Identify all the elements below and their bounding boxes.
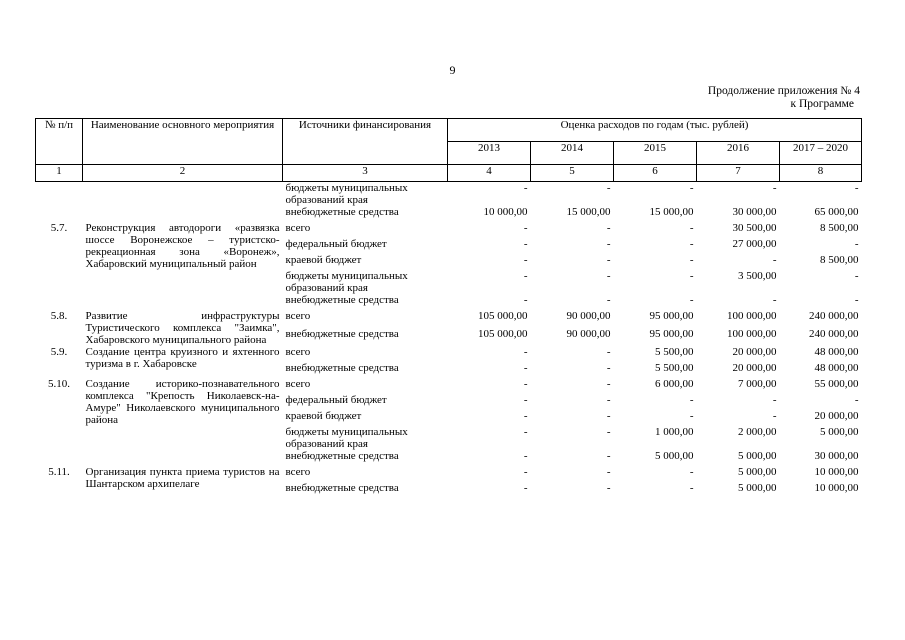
table-row: [36, 182, 862, 207]
expense-value: -: [606, 222, 611, 234]
expense-value: -: [772, 182, 777, 194]
expense-value: 20 000,00: [814, 410, 859, 422]
funding-source: федеральный бюджет: [285, 238, 387, 250]
expense-value: 240 000,00: [809, 310, 859, 322]
continuation-note: [708, 85, 860, 111]
expense-value: 30 000,00: [732, 206, 777, 218]
expense-value: 5 500,00: [655, 346, 694, 358]
funding-source: внебюджетные средства: [285, 206, 399, 218]
expense-value: -: [523, 482, 528, 494]
activity-name: Реконструкция автодороги «развязка шоссе Воронежское – туристско-рекреационная зона «Воронеж», Хабаровский муниципальный район: [85, 222, 280, 270]
header-estimate: Оценка расходов по годам (тыс. рублей): [448, 119, 862, 142]
activity-number: 5.11.: [48, 466, 70, 478]
table-body: [36, 182, 862, 499]
header-index: 1: [36, 165, 83, 182]
header-name: Наименование основного мероприятия: [83, 119, 283, 165]
expense-value: 3 500,00: [738, 270, 777, 282]
activity-name: [83, 182, 283, 223]
expense-value: 1 000,00: [655, 426, 694, 438]
expense-value: -: [689, 238, 694, 250]
expense-value: -: [854, 238, 859, 250]
page-number: 9: [449, 63, 456, 77]
expense-value: -: [523, 294, 528, 306]
expense-value: 5 000,00: [655, 450, 694, 462]
activity-number: 5.7.: [50, 222, 68, 234]
expense-value: 10 000,00: [483, 206, 528, 218]
expense-value: -: [606, 182, 611, 194]
expense-value: 240 000,00: [809, 328, 859, 340]
table-row: [36, 466, 862, 482]
expense-value: -: [523, 222, 528, 234]
expense-value: 48 000,00: [814, 362, 859, 374]
expense-value: -: [689, 466, 694, 478]
expense-value: -: [689, 410, 694, 422]
expense-value: -: [606, 270, 611, 282]
activity-number: 5.9.: [50, 346, 68, 358]
expense-value: 15 000,00: [649, 206, 694, 218]
expense-value: 8 500,00: [820, 222, 859, 234]
expense-value: 6 000,00: [655, 378, 694, 390]
header-year: 2017 – 2020: [780, 142, 862, 165]
expense-value: 2 000,00: [738, 426, 777, 438]
expense-value: -: [606, 466, 611, 478]
activity-number: [36, 182, 83, 223]
funding-source: внебюджетные средства: [285, 482, 399, 494]
header-index: 5: [531, 165, 614, 182]
expense-value: -: [854, 394, 859, 406]
expense-value: 55 000,00: [814, 378, 859, 390]
expense-value: -: [523, 378, 528, 390]
expense-value: -: [523, 410, 528, 422]
expense-value: 95 000,00: [649, 310, 694, 322]
expense-value: -: [606, 394, 611, 406]
funding-source: федеральный бюджет: [285, 394, 387, 406]
expense-value: -: [523, 466, 528, 478]
activity-number: 5.8.: [50, 310, 68, 322]
expense-value: -: [772, 254, 777, 266]
expense-value: -: [854, 182, 859, 194]
activity-name: Развитие инфраструктуры Туристического комплекса "Заимка", Хабаровского муниципального района: [85, 310, 280, 346]
table-row: [36, 378, 862, 394]
expense-value: 5 500,00: [655, 362, 694, 374]
expense-value: -: [689, 182, 694, 194]
expense-value: 100 000,00: [727, 328, 777, 340]
expense-value: -: [606, 346, 611, 358]
funding-source: всего: [285, 346, 311, 358]
header-index: 7: [697, 165, 780, 182]
expense-value: -: [689, 394, 694, 406]
funding-source: всего: [285, 466, 311, 478]
funding-source: бюджеты муниципальных образований края: [285, 426, 408, 450]
expense-value: -: [854, 270, 859, 282]
expense-value: 15 000,00: [566, 206, 611, 218]
expense-value: -: [689, 482, 694, 494]
header-num: № п/п: [36, 119, 83, 165]
activity-number: 5.10.: [48, 378, 70, 390]
expense-value: -: [523, 346, 528, 358]
expense-value: 65 000,00: [814, 206, 859, 218]
funding-source: внебюджетные средства: [285, 294, 399, 306]
activity-name: Создание центра круизного и яхтенного туризма в г. Хабаровске: [85, 346, 280, 370]
expense-value: 20 000,00: [732, 362, 777, 374]
funding-source: всего: [285, 222, 311, 234]
header-index: 6: [614, 165, 697, 182]
table-row: [36, 222, 862, 238]
activity-name: Создание историко-познавательного комплекса "Крепость Николаевск-на-Амуре" Николаевского муниципального района: [85, 378, 280, 426]
expense-value: 5 000,00: [738, 450, 777, 462]
header-year: 2014: [531, 142, 614, 165]
funding-source: всего: [285, 378, 311, 390]
expense-value: -: [523, 238, 528, 250]
expense-value: 8 500,00: [820, 254, 859, 266]
funding-source: внебюджетные средства: [285, 450, 399, 462]
continuation-line-2: к Программе: [790, 98, 854, 110]
expense-value: -: [523, 450, 528, 462]
expense-value: 27 000,00: [732, 238, 777, 250]
expense-value: 95 000,00: [649, 328, 694, 340]
expense-value: 30 000,00: [814, 450, 859, 462]
header-year: 2013: [448, 142, 531, 165]
expense-value: -: [606, 294, 611, 306]
expense-value: -: [689, 294, 694, 306]
funding-source: всего: [285, 310, 311, 322]
header-index: 4: [448, 165, 531, 182]
header-source: Источники финансирования: [283, 119, 448, 165]
expense-value: -: [606, 426, 611, 438]
funding-source: внебюджетные средства: [285, 328, 399, 340]
expense-value: -: [523, 182, 528, 194]
expense-value: -: [606, 450, 611, 462]
funding-source: внебюджетные средства: [285, 362, 399, 374]
expense-value: -: [606, 362, 611, 374]
expense-value: -: [606, 254, 611, 266]
expense-value: 100 000,00: [727, 310, 777, 322]
table-row: [36, 346, 862, 362]
expense-value: 30 500,00: [732, 222, 777, 234]
funding-source: краевой бюджет: [285, 410, 362, 422]
expense-value: 105 000,00: [478, 310, 528, 322]
expense-value: 5 000,00: [738, 466, 777, 478]
table-row: [36, 310, 862, 328]
header-year: 2016: [697, 142, 780, 165]
expense-value: -: [606, 378, 611, 390]
expense-value: 90 000,00: [566, 328, 611, 340]
expense-value: -: [523, 362, 528, 374]
expense-value: 7 000,00: [738, 378, 777, 390]
expense-value: -: [689, 222, 694, 234]
expense-value: -: [606, 482, 611, 494]
funding-source: краевой бюджет: [285, 254, 362, 266]
expense-value: 90 000,00: [566, 310, 611, 322]
expense-value: 20 000,00: [732, 346, 777, 358]
funding-source: бюджеты муниципальных образований края: [285, 182, 408, 206]
expense-value: 105 000,00: [478, 328, 528, 340]
expense-value: -: [689, 270, 694, 282]
expense-value: 10 000,00: [814, 466, 859, 478]
expense-value: -: [772, 394, 777, 406]
expense-value: -: [772, 410, 777, 422]
expense-value: 10 000,00: [814, 482, 859, 494]
expense-value: -: [523, 426, 528, 438]
expense-value: -: [689, 254, 694, 266]
expense-value: -: [523, 254, 528, 266]
activity-name: Организация пункта приема туристов на Шантарском архипелаге: [85, 466, 280, 490]
expense-value: -: [772, 294, 777, 306]
expense-value: -: [606, 410, 611, 422]
expense-value: 48 000,00: [814, 346, 859, 358]
header-year: 2015: [614, 142, 697, 165]
expense-value: 5 000,00: [820, 426, 859, 438]
funding-source: бюджеты муниципальных образований края: [285, 270, 408, 294]
expenses-table: [35, 118, 862, 498]
expense-value: 5 000,00: [738, 482, 777, 494]
continuation-line-1: Продолжение приложения № 4: [707, 85, 860, 97]
expense-value: -: [523, 270, 528, 282]
expense-value: -: [606, 238, 611, 250]
header-index: 8: [780, 165, 862, 182]
header-index: 2: [83, 165, 283, 182]
header-index: 3: [283, 165, 448, 182]
expense-value: -: [523, 394, 528, 406]
expense-value: -: [854, 294, 859, 306]
